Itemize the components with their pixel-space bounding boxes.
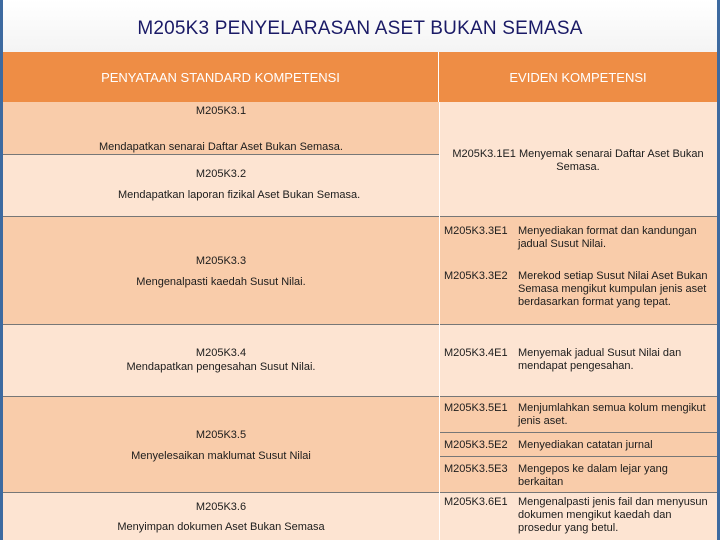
header-standard (3, 52, 439, 102)
standard-text-2: Mendapatkan laporan fizikal Aset Bukan Semasa. (118, 189, 361, 201)
evidence-code-7: M205K3.5E3 (444, 463, 508, 475)
divider (3, 154, 439, 155)
evidence-code-4: M205K3.4E1 (444, 347, 508, 359)
divider (3, 492, 717, 493)
divider (3, 396, 717, 397)
evidence-text-2: Menyediakan format dan kandungan jadual Susut Nilai. (518, 225, 697, 250)
divider (3, 324, 717, 325)
evidence-text-3: Merekod setiap Susut Nilai Aset Bukan Semasa mengikut kumpulan jenis aset berdasarkan format yang tepat. (518, 270, 708, 308)
standard-code-2: M205K3.2 (195, 168, 247, 180)
evidence-code-1: M205K3.1E1 (452, 148, 516, 160)
standard-code-4: M205K3.4 (195, 347, 247, 359)
standard-text-4: Mendapatkan pengesahan Susut Nilai. (126, 361, 316, 373)
evidence-code-6: M205K3.5E2 (444, 439, 508, 451)
evidence-text-5: Menjumlahkan semua kolum mengikut jenis aset. (518, 402, 706, 427)
standard-code-5: M205K3.5 (195, 429, 247, 441)
evidence-text-6: Menyediakan catatan jurnal (518, 439, 653, 451)
divider (439, 456, 717, 457)
header-evidence-label: EVIDEN KOMPETENSI (509, 69, 647, 85)
evidence-code-2: M205K3.3E1 (444, 225, 508, 237)
evidence-code-8: M205K3.6E1 (444, 496, 508, 508)
header-evidence (439, 52, 717, 102)
evidence-code-5: M205K3.5E1 (444, 402, 508, 414)
header-standard-label: PENYATAAN STANDARD KOMPETENSI (101, 69, 340, 85)
standard-code-3: M205K3.3 (195, 255, 247, 267)
standard-text-5: Menyelesaikan maklumat Susut Nilai (131, 450, 311, 462)
standard-text-3: Mengenalpasti kaedah Susut Nilai. (136, 276, 306, 288)
evidence-text-1: Menyemak senarai Daftar Aset Bukan Semasa. (519, 148, 704, 173)
evidence-text-4: Menyemak jadual Susut Nilai dan mendapat pengesahan. (518, 347, 682, 372)
page-title: M205K3 PENYELARASAN ASET BUKAN SEMASA (137, 18, 583, 39)
divider (439, 432, 717, 433)
standard-text-1: Mendapatkan senarai Daftar Aset Bukan Semasa. (99, 141, 343, 153)
standard-code-1: M205K3.1 (195, 105, 247, 117)
evidence-text-8: Mengenalpasti jenis fail dan menyusun dokumen mengikut kaedah dan prosedur yang betul. (518, 496, 708, 534)
evidence-code-3: M205K3.3E2 (444, 270, 508, 282)
evidence-1 (439, 148, 717, 174)
evidence-text-7: Mengepos ke dalam lejar yang berkaitan (518, 463, 668, 488)
divider (3, 216, 717, 217)
standard-code-6: M205K3.6 (195, 501, 247, 513)
column-divider (439, 102, 440, 540)
standard-text-6: Menyimpan dokumen Aset Bukan Semasa (117, 521, 325, 533)
